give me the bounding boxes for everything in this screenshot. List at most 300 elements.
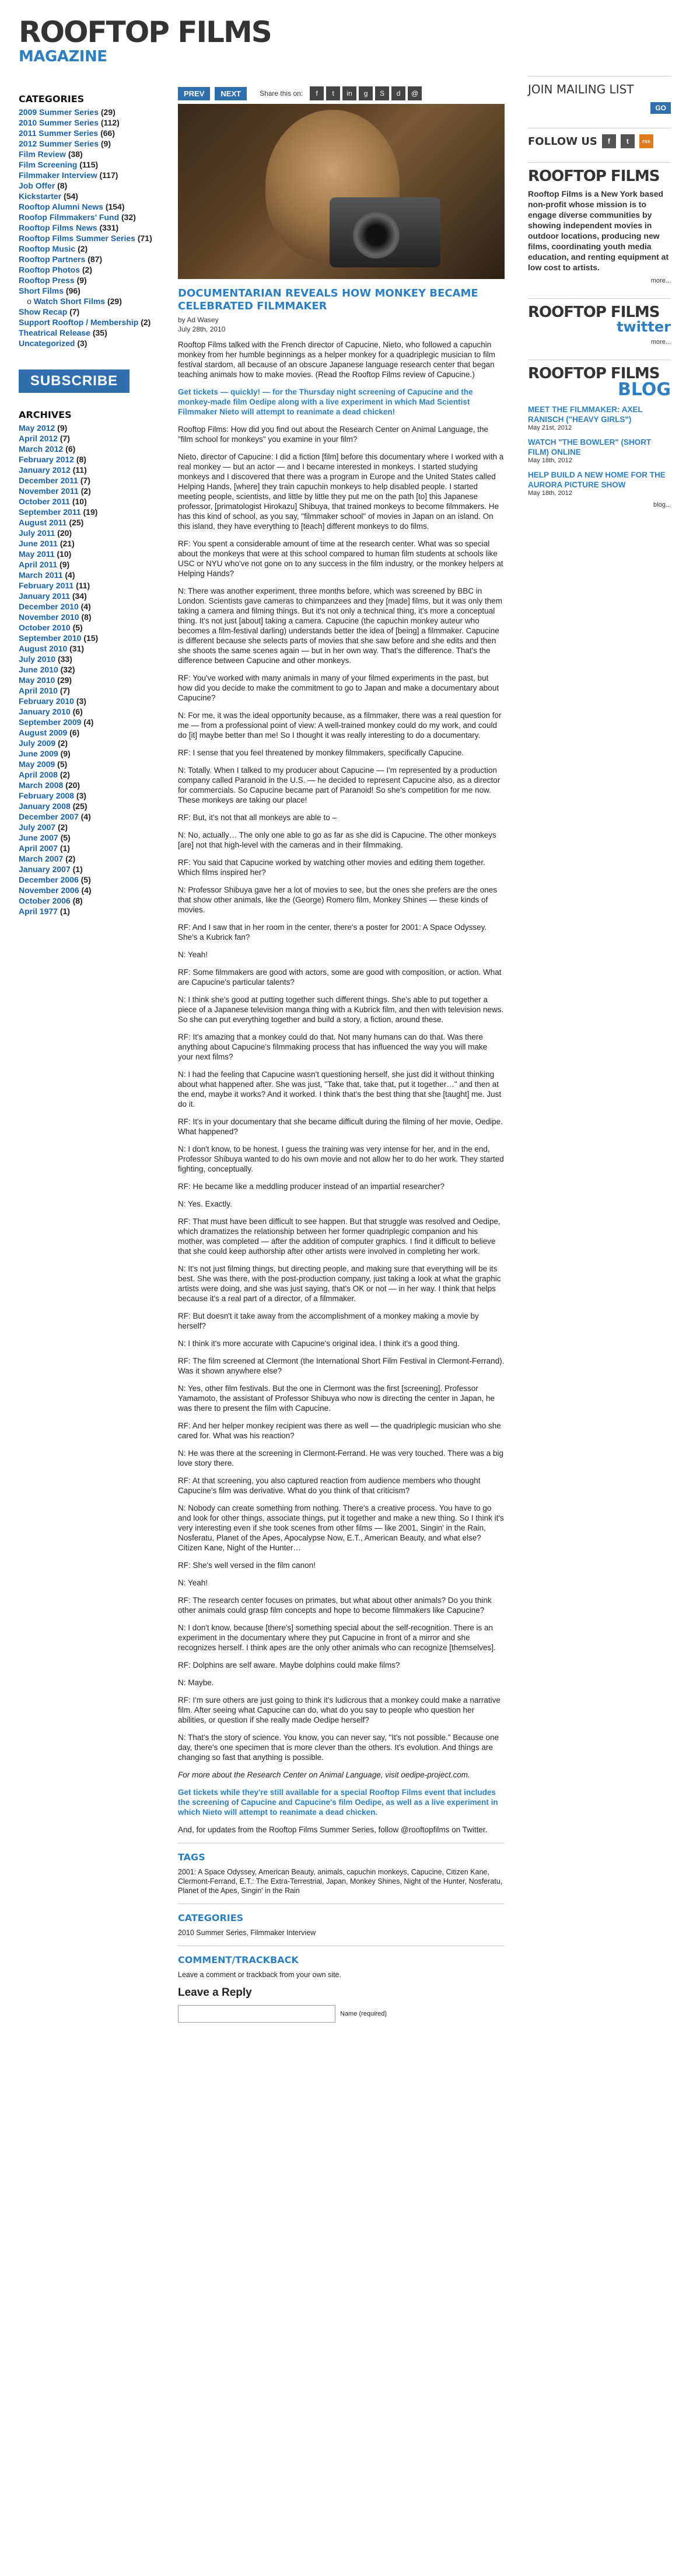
follow-box xyxy=(528,128,671,148)
archive-count: (8) xyxy=(72,896,83,905)
post-paragraph: N: Yeah! xyxy=(178,1578,208,1587)
share-icon[interactable]: t xyxy=(326,86,340,100)
archive-item[interactable] xyxy=(19,444,164,454)
categories-heading: CATEGORIES xyxy=(19,93,85,104)
archive-count: (2) xyxy=(65,854,76,863)
archive-count: (29) xyxy=(57,675,72,685)
archive-link[interactable]: December 2011 xyxy=(19,476,78,485)
category-count: (66) xyxy=(100,128,116,138)
archive-item[interactable] xyxy=(19,433,164,444)
category-link[interactable]: Rooftop Films News xyxy=(19,223,97,232)
mailing-go-button[interactable]: GO xyxy=(650,102,671,114)
archive-item[interactable] xyxy=(19,874,164,885)
category-item-rooftop-photos[interactable] xyxy=(19,264,164,275)
archive-link[interactable]: June 2009 xyxy=(19,749,58,758)
archive-item[interactable] xyxy=(19,717,164,727)
archive-link[interactable]: April 2007 xyxy=(19,843,58,853)
blog-box xyxy=(528,360,671,508)
blog-item-date: May 21st, 2012 xyxy=(528,424,572,431)
about-more-link[interactable]: more... xyxy=(650,277,671,284)
category-count: (35) xyxy=(92,328,107,337)
category-item-short-films[interactable] xyxy=(19,285,164,296)
archive-link[interactable]: May 2010 xyxy=(19,675,55,685)
archive-item[interactable] xyxy=(19,496,164,507)
archive-link[interactable]: July 2007 xyxy=(19,822,56,832)
prev-button[interactable]: PREV xyxy=(178,87,210,100)
post-categories-list[interactable]: 2010 Summer Series, Filmmaker Interview xyxy=(178,1929,316,1937)
category-count: (9) xyxy=(76,276,87,285)
category-item-filmmaker-interview[interactable] xyxy=(19,170,164,180)
category-count: (154) xyxy=(105,202,125,211)
archive-link[interactable]: June 2010 xyxy=(19,665,58,674)
mailing-list-box xyxy=(528,76,671,114)
category-link[interactable]: Rooftop Alumni News xyxy=(19,202,103,211)
archive-link[interactable]: July 2010 xyxy=(19,654,56,664)
archive-count: (2) xyxy=(60,770,70,779)
about-heading: ROOFTOP FILMS xyxy=(528,168,660,185)
logo-title: ROOFTOP FILMS xyxy=(19,15,271,49)
category-count: (87) xyxy=(88,255,103,264)
tags-list[interactable]: 2001: A Space Odyssey, American Beauty, animals, capuchin monkeys, Capucine, Citizen Kane, Clermont-Ferrand, E.T.: The Extra-Terrestrial, Japan, Monkey Shines, Night of the Hunter, Nosferatu, Planet of the Apes, Singin' in the Rain xyxy=(178,1868,503,1895)
archive-item[interactable] xyxy=(19,843,164,853)
archive-item[interactable] xyxy=(19,528,164,538)
category-item-rooftop-press[interactable] xyxy=(19,275,164,285)
share-label: Share this on: xyxy=(260,89,303,97)
archive-link[interactable]: January 2008 xyxy=(19,801,71,811)
archive-link[interactable]: April 2011 xyxy=(19,560,58,569)
archive-count: (8) xyxy=(81,612,92,622)
post-paragraph: RF: And her helper monkey recipient was there as well — the quadriplegic musician who she cared for. What was his reaction? xyxy=(178,1421,501,1440)
archive-item[interactable] xyxy=(19,580,164,591)
archive-item[interactable] xyxy=(19,612,164,622)
twitter-box xyxy=(528,298,671,346)
archive-count: (10) xyxy=(72,497,87,506)
archive-link[interactable]: May 2011 xyxy=(19,549,55,559)
archive-item[interactable] xyxy=(19,790,164,801)
category-item-film-screening[interactable] xyxy=(19,159,164,170)
twitter-heading: ROOFTOP FILMS xyxy=(528,304,660,321)
category-link[interactable]: Film Review xyxy=(19,149,66,159)
archive-item[interactable] xyxy=(19,906,164,916)
archive-count: (4) xyxy=(83,717,94,727)
post-paragraph: Get tickets while they're still available for a special Rooftop Films event that includes the screening of Capucine and Capucine's film Oedipe, as well as a live experiment in which Nieto will attempt to reanimate a dead chicken. xyxy=(178,1788,498,1817)
archive-count: (2) xyxy=(80,486,91,496)
site-logo[interactable] xyxy=(19,15,271,65)
archive-item[interactable] xyxy=(19,748,164,759)
category-item-rooftop-films-summer-series[interactable] xyxy=(19,233,164,243)
mailing-list-heading: JOIN MAILING LIST xyxy=(528,82,634,96)
category-link[interactable]: Rooftop Films Summer Series xyxy=(19,233,135,243)
next-button[interactable]: NEXT xyxy=(215,87,247,100)
category-item-kickstarter[interactable] xyxy=(19,191,164,201)
category-link[interactable]: Roofop Filmmakers' Fund xyxy=(19,212,120,222)
archive-count: (10) xyxy=(57,549,72,559)
archives-list xyxy=(19,423,164,916)
archive-count: (5) xyxy=(80,875,91,884)
category-count: (71) xyxy=(137,233,152,243)
archive-item[interactable] xyxy=(19,559,164,570)
post-paragraph: N: I don't know, to be honest. I guess the training was very intense for her, and in the end, Professor Shibuya wanted to do his own movie and not allow her to do her work. They started fighting, conceptually. xyxy=(178,1145,504,1173)
post-paragraph: N: He was there at the screening in Clermont-Ferrand. He was very touched. There was a big love story there. xyxy=(178,1449,504,1467)
post-paragraph: RF: But doesn't it take away from the accomplishment of a monkey making a movie by herself? xyxy=(178,1312,479,1330)
archive-count: (33) xyxy=(57,654,72,664)
archive-link[interactable]: January 2011 xyxy=(19,591,70,601)
left-sidebar xyxy=(19,93,164,916)
share-icon[interactable]: d xyxy=(391,86,405,100)
archive-link[interactable]: January 2012 xyxy=(19,465,71,475)
category-item-2012-summer-series[interactable] xyxy=(19,138,164,149)
post-hero-image xyxy=(178,104,505,279)
facebook-icon[interactable]: f xyxy=(602,134,616,148)
archive-item[interactable] xyxy=(19,643,164,654)
follow-row xyxy=(528,134,671,148)
archive-item[interactable] xyxy=(19,454,164,465)
name-field[interactable] xyxy=(178,2005,335,2023)
archive-item[interactable] xyxy=(19,727,164,738)
archive-item[interactable] xyxy=(19,423,164,433)
twitter-icon[interactable]: t xyxy=(621,134,635,148)
post-paragraph: RF: At that screening, you also captured reaction from audience members who thought Capucine's film was derivative. What do you think of that criticism? xyxy=(178,1476,481,1495)
subscribe-button[interactable]: SUBSCRIBE xyxy=(19,370,130,393)
post-paragraph: N: Yes, other film festivals. But the one in Clermont was the first [screening]. Professor Yamamoto, the assistant of Professor Shibuya who now is directing the center in Japan, he was there to present the film with Capucine. xyxy=(178,1384,495,1413)
category-item-film-review[interactable] xyxy=(19,149,164,159)
post-paragraph: N: It's not just filming things, but directing people, and making sure that everything will be its best. She was there, with the post-production company, just taking a look at what the graphic artists were doing, and she was just saying, that's OK or not — in her way. I think that helps because it's a real part of a director, of a filmmaker. xyxy=(178,1264,501,1303)
post-paragraph: N: I think it's more accurate with Capucine's original idea. I think it's a good thing. xyxy=(178,1339,460,1348)
archive-count: (25) xyxy=(72,801,88,811)
blog-subheading: BLOG xyxy=(617,379,671,400)
follow-heading: FOLLOW US xyxy=(528,135,597,148)
post-paragraph: N: Professor Shibuya gave her a lot of movies to see, but the ones she prefers are the ones that show other animals, like the (George) Romero film, Monkey Shines — these kinds of movies. xyxy=(178,886,498,914)
category-item-watch-short-films[interactable] xyxy=(19,296,164,306)
category-link[interactable]: 2009 Summer Series xyxy=(19,107,99,117)
archive-count: (4) xyxy=(81,886,92,895)
category-link[interactable]: Short Films xyxy=(19,286,64,295)
archive-link[interactable]: March 2007 xyxy=(19,854,64,863)
archive-link[interactable]: November 2006 xyxy=(19,886,79,895)
post-paragraph: Rooftop Films: How did you find out about the Research Center on Animal Language, the "film school for monkeys" you examine in your film? xyxy=(178,425,489,444)
blog-item-title[interactable]: HELP BUILD A NEW HOME FOR THE AURORA PICTURE SHOW xyxy=(528,470,666,489)
about-box xyxy=(528,162,671,284)
category-item-2009-summer-series[interactable] xyxy=(19,107,164,117)
archive-count: (25) xyxy=(69,518,84,527)
category-count: (96) xyxy=(65,286,80,295)
archive-count: (9) xyxy=(60,560,70,569)
post-paragraph: RF: It's in your documentary that she became difficult during the filming of her movie, Oedipe. What happened? xyxy=(178,1117,503,1136)
trackback-text: Leave a comment or trackback from your own site. xyxy=(178,1971,341,1979)
archive-count: (21) xyxy=(60,539,75,548)
post-navbar xyxy=(178,86,505,100)
category-item-2011-summer-series[interactable] xyxy=(19,128,164,138)
archive-item[interactable] xyxy=(19,538,164,549)
post-paragraph: N: Maybe. xyxy=(178,1678,214,1687)
main-content xyxy=(178,86,505,2023)
archive-link[interactable]: January 2007 xyxy=(19,865,71,874)
archive-link[interactable]: April 2010 xyxy=(19,686,58,695)
archive-item[interactable] xyxy=(19,822,164,832)
category-count: (331) xyxy=(99,223,119,232)
archive-link[interactable]: January 2010 xyxy=(19,707,71,716)
camera-lens-illustration xyxy=(353,212,400,259)
archive-count: (11) xyxy=(72,465,87,475)
category-count: (54) xyxy=(64,191,78,201)
archive-item[interactable] xyxy=(19,517,164,528)
archive-count: (9) xyxy=(60,749,71,758)
category-count: (29) xyxy=(100,107,116,117)
category-link[interactable]: Rooftop Press xyxy=(19,276,75,285)
right-sidebar xyxy=(528,76,671,522)
archive-item[interactable] xyxy=(19,706,164,717)
category-count: (32) xyxy=(121,212,136,222)
category-link[interactable]: Uncategorized xyxy=(19,339,75,348)
category-count: (117) xyxy=(99,170,118,180)
category-link[interactable]: Show Recap xyxy=(19,307,68,316)
post-paragraph: Rooftop Films talked with the French director of Capucine, Nieto, who followed a capuchin monkey from her humble beginnings as a helper monkey for a quadriplegic musician to film festival stardom, all because of an obscure Japanese language research center that began teaching animals how to make movies. (Read the Rooftop Films review of Capucine.) xyxy=(178,340,496,379)
archive-item[interactable] xyxy=(19,696,164,706)
twitter-more-link[interactable]: more... xyxy=(650,339,671,346)
archive-link[interactable]: April 1977 xyxy=(19,907,58,916)
post-paragraph: And, for updates from the Rooftop Films Summer Series, follow @rooftopfilms on Twitter. xyxy=(178,1825,488,1834)
archive-link[interactable]: May 2012 xyxy=(19,423,55,433)
blog-item-title[interactable]: WATCH "THE BOWLER" (SHORT FILM) ONLINE xyxy=(528,438,652,456)
archive-item[interactable] xyxy=(19,664,164,675)
archive-item[interactable] xyxy=(19,475,164,486)
category-item-rooftop-partners[interactable] xyxy=(19,254,164,264)
category-link[interactable]: Rooftop Photos xyxy=(19,265,80,274)
archive-item[interactable] xyxy=(19,507,164,517)
archive-link[interactable]: March 2012 xyxy=(19,444,64,454)
archive-item[interactable] xyxy=(19,832,164,843)
archive-item[interactable] xyxy=(19,601,164,612)
category-link[interactable]: Filmmaker Interview xyxy=(19,170,97,180)
archive-count: (1) xyxy=(60,843,70,853)
archive-item[interactable] xyxy=(19,486,164,496)
post-paragraph: N: Yes. Exactly. xyxy=(178,1200,232,1208)
category-item-roofop-filmmakers-fund[interactable] xyxy=(19,212,164,222)
post-paragraph: N: I had the feeling that Capucine wasn't questioning herself, she just did it without thinking about what happened after. She was just, "Take that, take that, put it together…" and then at the end, maybe it works? And it worked. I think that's the best thing that she [taught] me. Just do it. xyxy=(178,1070,502,1109)
archive-item[interactable] xyxy=(19,769,164,780)
archive-item[interactable] xyxy=(19,633,164,643)
archive-link[interactable]: February 2012 xyxy=(19,455,74,464)
archive-link[interactable]: November 2011 xyxy=(19,486,79,496)
category-count: (7) xyxy=(69,307,80,316)
archive-item[interactable] xyxy=(19,895,164,906)
logo-subtitle: MAGAZINE xyxy=(19,48,107,65)
archive-link[interactable]: December 2010 xyxy=(19,602,79,611)
archive-link[interactable]: December 2007 xyxy=(19,812,79,821)
archive-link[interactable]: December 2006 xyxy=(19,875,79,884)
blog-item-title[interactable]: MEET THE FILMMAKER: AXEL RANISCH ("HEAVY GIRLS") xyxy=(528,405,643,424)
post-paragraph: RF: The film screened at Clermont (the International Short Film Festival in Clermont-Ferrand). Was it shown anywhere else? xyxy=(178,1357,505,1375)
archive-count: (8) xyxy=(76,455,86,464)
archive-count: (4) xyxy=(80,602,91,611)
archive-link[interactable]: June 2011 xyxy=(19,539,58,548)
archive-item[interactable] xyxy=(19,465,164,475)
share-icon[interactable]: @ xyxy=(408,86,422,100)
post-date: July 28th, 2010 xyxy=(178,325,226,333)
archive-count: (2) xyxy=(57,738,68,748)
category-link[interactable]: 2010 Summer Series xyxy=(19,118,99,127)
post-paragraph: RF: You said that Capucine worked by watching other movies and editing them together. Which films inspired her? xyxy=(178,858,485,877)
archive-count: (2) xyxy=(57,822,68,832)
share-icon[interactable]: g xyxy=(359,86,373,100)
category-link[interactable]: Support Rooftop / Membership xyxy=(19,318,139,327)
post-paragraph: RF: And I saw that in her room in the center, there's a poster for 2001: A Space Odyssey. She's a Kubrick fan? xyxy=(178,923,487,942)
post-title[interactable]: DOCUMENTARIAN REVEALS HOW MONKEY BECAME CELEBRATED FILMMAKER xyxy=(178,287,478,312)
archive-item[interactable] xyxy=(19,864,164,874)
category-link[interactable]: Kickstarter xyxy=(19,191,62,201)
archive-count: (1) xyxy=(60,907,70,916)
archive-item[interactable] xyxy=(19,801,164,811)
archive-item[interactable] xyxy=(19,885,164,895)
archive-count: (34) xyxy=(72,591,87,601)
archive-link[interactable]: June 2007 xyxy=(19,833,58,842)
post-paragraph: N: For me, it was the ideal opportunity because, as a filmmaker, there was a real question for me — from a professional point of view: A well-trained monkey could do my work, and could do [it] maybe better than me! So I thought it was really interesting to do a documentary. xyxy=(178,711,502,740)
rss-icon[interactable]: rss xyxy=(639,134,653,148)
category-link[interactable]: Job Offer xyxy=(19,181,55,190)
archive-link[interactable]: March 2011 xyxy=(19,570,63,580)
archive-link[interactable]: February 2010 xyxy=(19,696,74,706)
category-link[interactable]: Rooftop Partners xyxy=(19,255,86,264)
archive-count: (1) xyxy=(72,865,83,874)
archive-link[interactable]: March 2008 xyxy=(19,780,64,790)
archive-link[interactable]: August 2009 xyxy=(19,728,68,737)
archive-count: (7) xyxy=(60,686,70,695)
post-paragraph: RF: You've worked with many animals in many of your filmed experiments in the past, but how did you decide to make the commitment to go to Japan and make a documentary about Capucine? xyxy=(178,674,499,702)
blog-item-date: May 18th, 2012 xyxy=(528,490,572,497)
post-paragraph: N: There was another experiment, three months before, which was screened by BBC in London. Scientists gave cameras to chimpanzees and they [made] films, but it was only them taking a camera and filming things. But it's not only a technical thing, it's more a conceptual thing. It's not just [about] taking a camera. Capucine (the capuchin monkey auteur who becomes a film-festival darling) understands better the idea of [being] a filmmaker. Capucine is different because she selects parts of movies that she saw before and she edits and then she shoots the same scenes again — but in her own way. That's the difference. That's the difference between Capucine and other monkeys. xyxy=(178,587,503,665)
archive-count: (20) xyxy=(57,528,72,538)
category-link[interactable]: Watch Short Films xyxy=(33,297,106,306)
archives-section xyxy=(19,409,164,916)
post-body xyxy=(178,340,505,1835)
category-item-rooftop-alumni-news[interactable] xyxy=(19,201,164,212)
archive-count: (4) xyxy=(80,812,91,821)
archive-item[interactable] xyxy=(19,759,164,769)
archive-link[interactable]: August 2010 xyxy=(19,644,68,653)
archive-count: (11) xyxy=(76,581,90,590)
post-paragraph: RF: I'm sure others are just going to think it's ludicrous that a monkey could make a narrative film. After seeing what Capucine can do, what do you say to people who question her abilities, or question if she really made Oedipe herself? xyxy=(178,1696,501,1724)
category-item-uncategorized[interactable] xyxy=(19,338,164,348)
archive-link[interactable]: April 2008 xyxy=(19,770,58,779)
category-count: (3) xyxy=(77,339,88,348)
category-link[interactable]: 2011 Summer Series xyxy=(19,128,99,138)
archive-link[interactable]: September 2010 xyxy=(19,633,82,643)
archive-item[interactable] xyxy=(19,570,164,580)
archive-count: (6) xyxy=(65,444,76,454)
archive-count: (3) xyxy=(76,791,86,800)
category-item-rooftop-music[interactable] xyxy=(19,243,164,254)
archive-link[interactable]: February 2008 xyxy=(19,791,74,800)
archive-count: (7) xyxy=(60,434,70,443)
archive-item[interactable] xyxy=(19,738,164,748)
categories-list xyxy=(19,107,164,348)
category-item-2010-summer-series[interactable] xyxy=(19,117,164,128)
trackback-heading: COMMENT/TRACKBACK xyxy=(178,1954,299,1965)
share-icon[interactable]: f xyxy=(310,86,324,100)
archive-link[interactable]: October 2006 xyxy=(19,896,71,905)
category-count: (115) xyxy=(79,160,99,169)
archive-link[interactable]: August 2011 xyxy=(19,518,67,527)
category-item-rooftop-films-news[interactable] xyxy=(19,222,164,233)
category-link[interactable]: Rooftop Music xyxy=(19,244,76,253)
post-meta xyxy=(178,315,505,334)
blog-more-link[interactable]: blog... xyxy=(653,501,671,508)
archive-count: (5) xyxy=(57,759,68,769)
archive-item[interactable] xyxy=(19,780,164,790)
archive-link[interactable]: May 2009 xyxy=(19,759,55,769)
archive-count: (4) xyxy=(65,570,75,580)
archive-link[interactable]: September 2011 xyxy=(19,507,81,517)
archive-link[interactable]: July 2011 xyxy=(19,528,55,538)
share-icon[interactable]: in xyxy=(342,86,356,100)
archive-link[interactable]: November 2010 xyxy=(19,612,79,622)
category-item-theatrical-release[interactable] xyxy=(19,327,164,338)
post-paragraph: RF: But, it's not that all monkeys are able to – xyxy=(178,813,337,822)
category-link[interactable]: Film Screening xyxy=(19,160,78,169)
archive-link[interactable]: April 2012 xyxy=(19,434,58,443)
archive-count: (32) xyxy=(60,665,75,674)
archive-item[interactable] xyxy=(19,675,164,685)
archive-item[interactable] xyxy=(19,622,164,633)
archive-link[interactable]: February 2011 xyxy=(19,581,74,590)
category-count: (8) xyxy=(57,181,68,190)
category-count: (112) xyxy=(100,118,120,127)
post-paragraph: RF: She's well versed in the film canon! xyxy=(178,1561,316,1570)
twitter-subheading: twitter xyxy=(617,319,671,335)
blog-item xyxy=(528,437,671,464)
post-paragraph: RF: Some filmmakers are good with actors, some are good with composition, or action. What are Capucine's particular talents? xyxy=(178,968,502,987)
post-paragraph: RF: Dolphins are self aware. Maybe dolphins could make films? xyxy=(178,1661,400,1669)
category-count: (2) xyxy=(78,244,88,253)
category-item-support-rooftop-membership[interactable] xyxy=(19,317,164,327)
blog-heading: ROOFTOP FILMS xyxy=(528,365,660,382)
blog-item-date: May 18th, 2012 xyxy=(528,457,572,464)
category-item-job-offer[interactable] xyxy=(19,180,164,191)
post-paragraph: RF: He became like a meddling producer instead of an impartial researcher? xyxy=(178,1182,444,1191)
archive-item[interactable] xyxy=(19,549,164,559)
blog-item xyxy=(528,470,671,497)
category-count: (9) xyxy=(100,139,111,148)
category-item-show-recap[interactable] xyxy=(19,306,164,317)
post-paragraph: N: That's the story of science. You know, you can never say, "It's not possible." Because one day, there's one specimen that is more clever than the others. It's evolution. And things are changing so fast that anything is possible. xyxy=(178,1733,499,1762)
category-count: (2) xyxy=(141,318,151,327)
about-text: Rooftop Films is a New York based non-profit whose mission is to engage diverse communities by showing independent movies in outdoor locations, producing new films, coordinating youth media education, and renting equipment at low cost to artists. xyxy=(528,189,669,272)
archive-item[interactable] xyxy=(19,654,164,664)
archive-item[interactable] xyxy=(19,853,164,864)
archive-link[interactable]: October 2010 xyxy=(19,623,71,632)
archive-link[interactable]: September 2009 xyxy=(19,717,82,727)
post-paragraph: RF: The research center focuses on primates, but what about other animals? Do you think other animals could grasp film concepts and hope to become filmmakers like Capucine? xyxy=(178,1596,492,1615)
archives-heading: ARCHIVES xyxy=(19,409,72,420)
share-icon[interactable]: S xyxy=(375,86,389,100)
archive-item[interactable] xyxy=(19,591,164,601)
name-field-row xyxy=(178,2005,505,2023)
post-paragraph: RF: I sense that you feel threatened by monkey filmmakers, specifically Capucine. xyxy=(178,748,464,757)
post-paragraph: RF: You spent a considerable amount of time at the research center. What was so special about the monkeys that were at this school compared to human film students at schools like USC or NYU who've not gone on to any success in the film industry, or the monkey helpers at Helping Hands? xyxy=(178,539,503,578)
category-link[interactable]: Theatrical Release xyxy=(19,328,90,337)
post-paragraph: N: I don't know, because [there's] something special about the self-recognition. There is an experiment in the documentary where they put Capucine in front of a mirror and she recognizes herself. I think apes are the only other animals who can recognize [themselves]. xyxy=(178,1623,496,1652)
blog-item xyxy=(528,405,671,431)
category-link[interactable]: 2012 Summer Series xyxy=(19,139,99,148)
archive-count: (5) xyxy=(60,833,71,842)
archive-count: (19) xyxy=(83,507,98,517)
archive-link[interactable]: October 2011 xyxy=(19,497,70,506)
archive-link[interactable]: July 2009 xyxy=(19,738,56,748)
post-paragraph: N: Nobody can create something from nothing. There's a creative process. You have to go and look for other things, associate things, put it together and make a new thing. So I think it's very interesting even if she took scenes from other films — like 2001, Singin' in the Rain, Nosferatu, Planet of the Apes, Apocalypse Now, E.T., American Beauty, and what else? Citizen Kane, Night of the Hunter… xyxy=(178,1504,504,1552)
archive-count: (20) xyxy=(65,780,80,790)
archive-item[interactable] xyxy=(19,811,164,822)
archive-item[interactable] xyxy=(19,685,164,696)
